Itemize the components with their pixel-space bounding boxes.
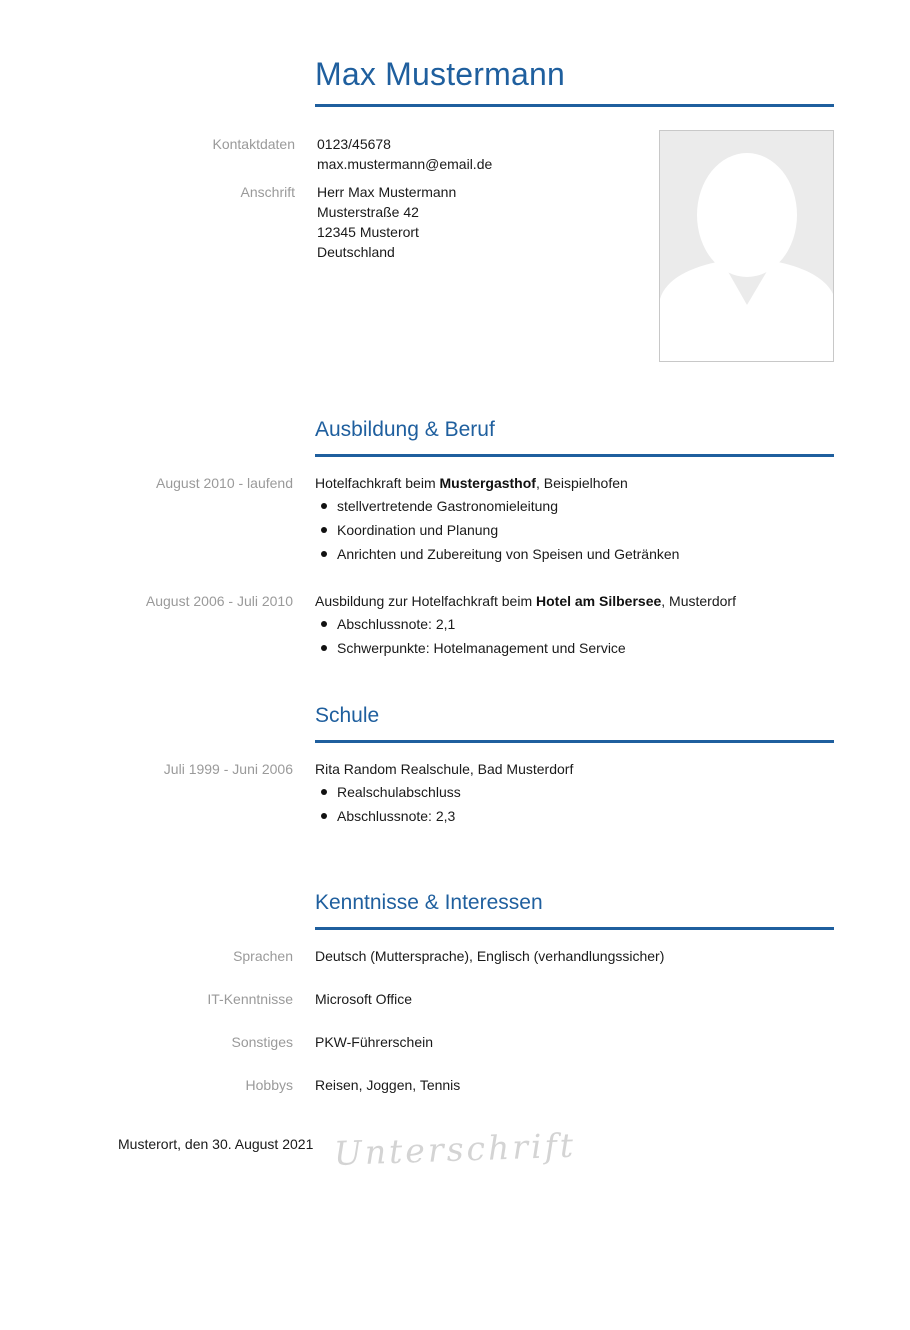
skill-label-languages: Sprachen <box>233 948 293 964</box>
school-date-1: Juli 1999 - Juni 2006 <box>163 761 293 777</box>
contact-label: Kontaktdaten <box>212 136 295 152</box>
section-title-career: Ausbildung & Beruf <box>315 418 495 441</box>
list-item: Koordination und Planung <box>315 518 679 542</box>
address-label: Anschrift <box>240 184 295 200</box>
list-item: Schwerpunkte: Hotelmanagement und Service <box>315 636 626 660</box>
address-line-country: Deutschland <box>317 244 395 260</box>
career-description-2: Ausbildung zur Hotelfachkraft beim Hotel am Silbersee, Musterdorf <box>315 593 736 609</box>
skill-value-other: PKW-Führerschein <box>315 1034 434 1050</box>
profile-photo-placeholder <box>659 130 834 362</box>
person-silhouette-icon <box>660 131 834 362</box>
title-divider <box>315 104 834 107</box>
email-address: max.mustermann@email.de <box>317 156 493 172</box>
career-bullets-1 <box>315 494 679 566</box>
page-title: Max Mustermann <box>315 56 565 92</box>
skill-label-other: Sonstiges <box>231 1034 293 1050</box>
skill-value-hobbies: Reisen, Joggen, Tennis <box>315 1077 461 1093</box>
list-item: Anrichten und Zubereitung von Speisen und Getränken <box>315 542 679 566</box>
signature: Unterschrift <box>333 1125 577 1173</box>
school-description-1: Rita Random Realschule, Bad Musterdorf <box>315 761 574 777</box>
career-date-1: August 2010 - laufend <box>156 475 293 491</box>
school-bullets-1 <box>315 780 461 828</box>
section-title-skills: Kenntnisse & Interessen <box>315 891 543 914</box>
section-divider-school <box>315 740 834 743</box>
address-line-street: Musterstraße 42 <box>317 204 419 220</box>
list-item: Abschlussnote: 2,3 <box>315 804 461 828</box>
section-title-school: Schule <box>315 704 380 727</box>
skill-label-hobbies: Hobbys <box>245 1077 293 1093</box>
section-divider-career <box>315 454 834 457</box>
section-divider-skills <box>315 927 834 930</box>
address-line-city: 12345 Musterort <box>317 224 419 240</box>
phone-number: 0123/45678 <box>317 136 391 152</box>
list-item: Realschulabschluss <box>315 780 461 804</box>
skill-value-it: Microsoft Office <box>315 991 412 1007</box>
career-bullets-2 <box>315 612 626 660</box>
address-line-name: Herr Max Mustermann <box>317 184 457 200</box>
skill-label-it: IT-Kenntnisse <box>207 991 293 1007</box>
place-and-date: Musterort, den 30. August 2021 <box>118 1136 314 1152</box>
list-item: Abschlussnote: 2,1 <box>315 612 626 636</box>
list-item: stellvertretende Gastronomieleitung <box>315 494 679 518</box>
career-description-1: Hotelfachkraft beim Mustergasthof, Beispielhofen <box>315 475 628 491</box>
skill-value-languages: Deutsch (Muttersprache), Englisch (verhandlungssicher) <box>315 948 665 964</box>
career-date-2: August 2006 - Juli 2010 <box>145 593 293 609</box>
